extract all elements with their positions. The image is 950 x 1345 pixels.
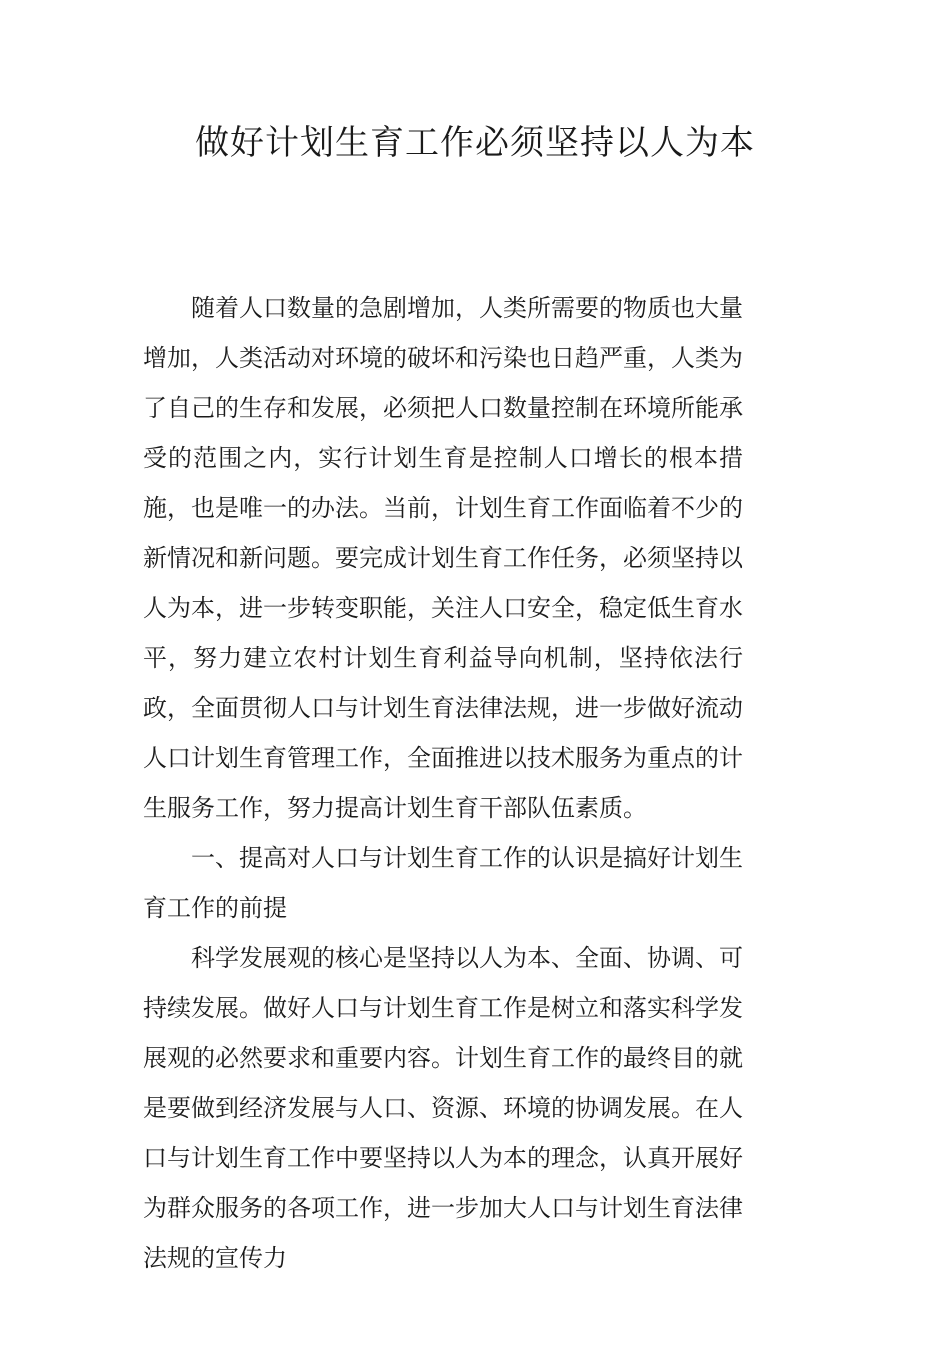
document-body bbox=[143, 283, 743, 1283]
paragraph-section-1: 科学发展观的核心是坚持以人为本、全面、协调、可持续发展。做好人口与计划生育工作是树立和落实科学发展观的必然要求和重要内容。计划生育工作的最终目的就是要做到经济发展与人口、资源、环境的协调发展。在人口与计划生育工作中要坚持以人为本的理念，认真开展好为群众服务的各项工作，进一步加大人口与计划生育法律法规的宣传力 bbox=[143, 944, 743, 1272]
paragraph-intro: 随着人口数量的急剧增加，人类所需要的物质也大量增加，人类活动对环境的破坏和污染也日趋严重，人类为了自己的生存和发展，必须把人口数量控制在环境所能承受的范围之内，实行计划生育是控制人口增长的根本措施，也是唯一的办法。当前，计划生育工作面临着不少的新情况和新问题。要完成计划生育工作任务，必须坚持以人为本，进一步转变职能，关注人口安全，稳定低生育水平，努力建立农村计划生育利益导向机制，坚持依法行政，全面贯彻人口与计划生育法律法规，进一步做好流动人口计划生育管理工作，全面推进以技术服务为重点的计生服务工作，努力提高计划生育干部队伍素质。 bbox=[143, 294, 743, 822]
section-heading-1: 一、提高对人口与计划生育工作的认识是搞好计划生育工作的前提 bbox=[143, 844, 743, 922]
document-title: 做好计划生育工作必须坚持以人为本 bbox=[195, 123, 755, 163]
